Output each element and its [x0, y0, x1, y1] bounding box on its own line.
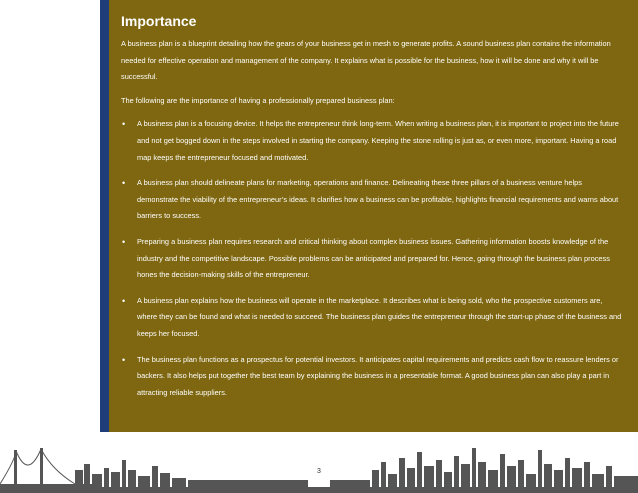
bullet-icon: •	[122, 178, 126, 189]
list-item-text: A business plan should delineate plans for marketing, operations and finance. Delineating these three pillars of a business venture helps demonstrate the viability of the entrepreneur’s ideas. It clarifies how a business can be profitable, highlights financial requirements and warns about barriers to success.	[137, 178, 619, 221]
bullet-icon: •	[122, 354, 126, 365]
page-number: 3	[317, 468, 321, 475]
bullet-icon: •	[122, 236, 126, 247]
list-item	[121, 116, 624, 166]
list-item	[121, 175, 624, 225]
accent-bar	[100, 0, 109, 432]
left-margin	[0, 0, 100, 432]
list-item	[121, 234, 624, 284]
list-item	[121, 293, 624, 343]
city-skyline-image	[0, 440, 638, 493]
list-item	[121, 352, 624, 402]
importance-list	[121, 116, 624, 401]
list-item-text: A business plan explains how the business will operate in the marketplace. It describes what is being sold, who the prospective customers are, where they can be found and what is needed to succeed. The business plan guides the entrepreneur through the start-up phase of the business and keeps her focused.	[137, 295, 622, 338]
lead-paragraph: The following are the importance of having a professionally prepared business plan:	[121, 95, 395, 105]
intro-paragraph: A business plan is a blueprint detailing how the gears of your business get in mesh to generate profits. A sound business plan contains the information needed for effective operation and management of the company. It explains what is possible for the business, how it will be done and why it will be successful.	[121, 39, 611, 82]
list-item-text: A business plan is a focusing device. It helps the entrepreneur think long-term. When writing a business plan, it is important to project into the future and not get bogged down in the steps involved in starting the company. Keeping the stone rolling is just as, or even more, important. Having a road map keeps the entrepreneur focused and motivated.	[137, 119, 619, 162]
bullet-icon: •	[122, 295, 126, 306]
list-item-text: The business plan functions as a prospectus for potential investors. It anticipates capital requirements and predicts cash flow to reassure lenders or backers. It also helps put together the best team by explaining the business in a presentable format. A good business plan can also play a part in attracting reliable suppliers.	[137, 354, 619, 397]
content-panel	[109, 0, 638, 432]
list-item-text: Preparing a business plan requires research and critical thinking about complex business issues. Gathering information boosts knowledge of the industry and the competitive landscape. Possible problems can be anticipated and prepared for. Hence, going through the business plan process hones the decision-making skills of the entrepreneur.	[137, 236, 610, 280]
section-title: Importance	[121, 13, 197, 29]
bullet-icon: •	[122, 119, 126, 130]
